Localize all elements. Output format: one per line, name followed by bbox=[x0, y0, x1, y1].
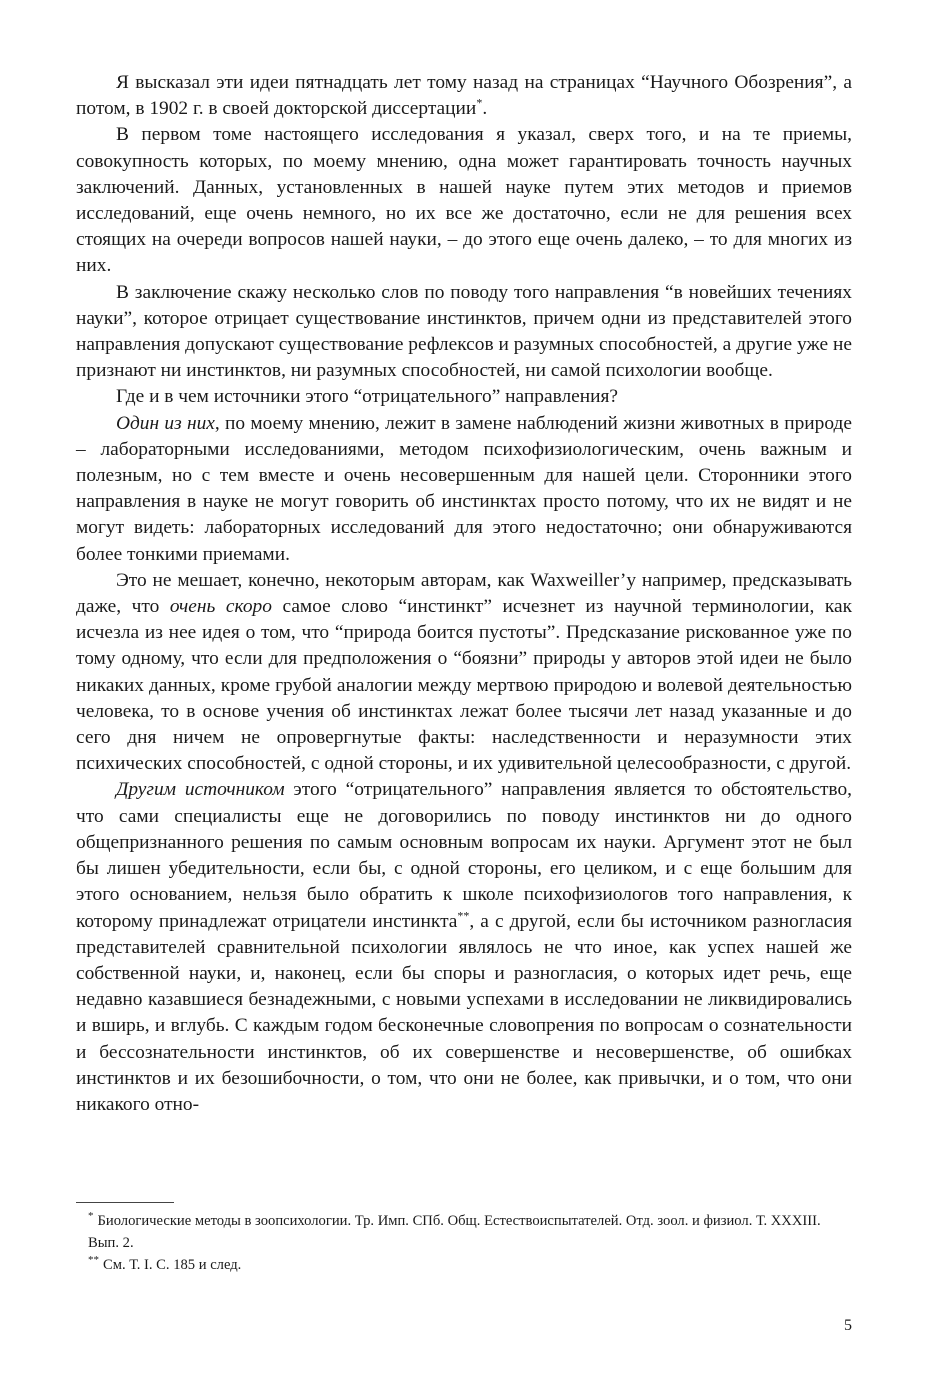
text-run: Где и в чем источники этого “отрицательного” направления? bbox=[116, 386, 619, 408]
paragraph bbox=[76, 122, 852, 279]
footnote-mark: ** bbox=[88, 1254, 99, 1267]
footnotes bbox=[76, 1210, 852, 1276]
paragraph bbox=[76, 280, 852, 385]
paragraph bbox=[76, 777, 852, 1118]
text-run: этого “отрицательного” направления является то обстоятельство, что сами специалисты еще не договорились по поводу инстинктов ни до одного общепризнанного решения по самым основным вопросам их науки. Аргумент этот не был бы лишен убедительности, если бы, с одной стороны, его целиком, и с еще большим для этого основанием, нельзя было обратить к школе психофизиологов того направления, к которому принадлежат отрицатели инстинкта bbox=[76, 779, 852, 932]
text-run: Это не мешает, конечно, некоторым авторам, как Waxweiller’у например, предсказывать даже, что bbox=[76, 569, 852, 618]
italic-text: Один из них bbox=[116, 412, 215, 434]
italic-text: Другим источником bbox=[116, 779, 285, 801]
text-run: В заключение скажу несколько слов по поводу того направления “в новейших течениях науки”, которое отрицает существование инстинктов, причем одни из представителей этого направления допускают существование рефлексов и разумных способностей, а другие уже не признают ни инстинктов, ни разумных способностей, ни самой психологии вообще. bbox=[76, 281, 852, 382]
italic-text: очень скоро bbox=[169, 596, 272, 618]
text-run: , по моему мнению, лежит в замене наблюдений жизни животных в природе – лабораторными исследованиями, методом психофизиологическим, очень важным и полезным, но с тем вместе и очень несовершенным для нашей цели. Сторонники этого направления в науке не могут говорить об инстинктах просто потому, что их не видят и не могут видеть: лабораторных исследований для этого недостаточно; они обнаруживаются более тонкими приемами. bbox=[76, 412, 852, 565]
footnote bbox=[76, 1210, 852, 1254]
text-run: самое слово “инстинкт” исчезнет из научной терминологии, как исчезла из нее идея о том, что “природа боится пустоты”. Предсказание рискованное уже по тому одному, что если для предположения о “боязни” природы у авторов этой идеи не было никаких данных, кроме грубой аналогии между мертвою природою и волевой деятельностью человека, то в основе учения об инстинктах лежат более тысячи лет назад указанные и до сего дня ничем не опровергнутые факты: наследственности и неразумности этих психических способностей, с одной стороны, и их удивительной целесообразности, с другой. bbox=[76, 596, 852, 775]
footnote-separator bbox=[76, 1202, 174, 1203]
paragraph bbox=[76, 70, 852, 122]
text-run: В первом томе настоящего исследования я указал, сверх того, и на те приемы, совокупность которых, по моему мнению, одна может гарантировать точность научных заключений. Данных, установленных в нашей науке путем этих методов и приемов исследований, еще очень немного, но их все же достаточно, если не для решения всех стоящих на очереди вопросов нашей науки, – до этого еще очень далеко, – то для многих из них. bbox=[76, 124, 852, 277]
footnote-reference: * bbox=[476, 95, 483, 110]
footnote-text: См. Т. I. С. 185 и след. bbox=[103, 1257, 242, 1273]
footnote-mark: * bbox=[88, 1210, 94, 1223]
body-text bbox=[76, 70, 852, 1118]
text-run: . bbox=[482, 98, 488, 120]
footnote bbox=[76, 1254, 852, 1276]
footnote-text: Биологические методы в зоопсихологии. Тр. Имп. СПб. Общ. Естествоиспытателей. Отд. зоол. и физиол. Т. XXXIII. Вып. 2. bbox=[88, 1213, 821, 1251]
paragraph bbox=[76, 568, 852, 778]
text-run: Я высказал эти идеи пятнадцать лет тому назад на страницах “Научного Обозрения”, а потом, в 1902 г. в своей докторской диссертации bbox=[76, 72, 852, 120]
footnote-reference: ** bbox=[457, 908, 470, 923]
paragraph bbox=[76, 411, 852, 568]
page-number: 5 bbox=[844, 1317, 852, 1334]
paragraph bbox=[76, 384, 852, 410]
text-run: , а с другой, если бы источником разногласия представителей сравнительной психологии являлось не что иное, как успех нашей же собственной науки, и, наконец, если бы споры и разногласия, о которых идет речь, еще недавно казавшиеся безнадежными, с новыми успехами в исследовании не ликвидировались и вширь, и вглубь. С каждым годом бесконечные словопрения по вопросам о сознательности и бессознательности инстинктов, об их совершенстве и несовершенстве, об ошибках инстинктов и их безошибочности, о том, что они не более, как привычки, и о том, что они никакого отно- bbox=[76, 910, 852, 1115]
